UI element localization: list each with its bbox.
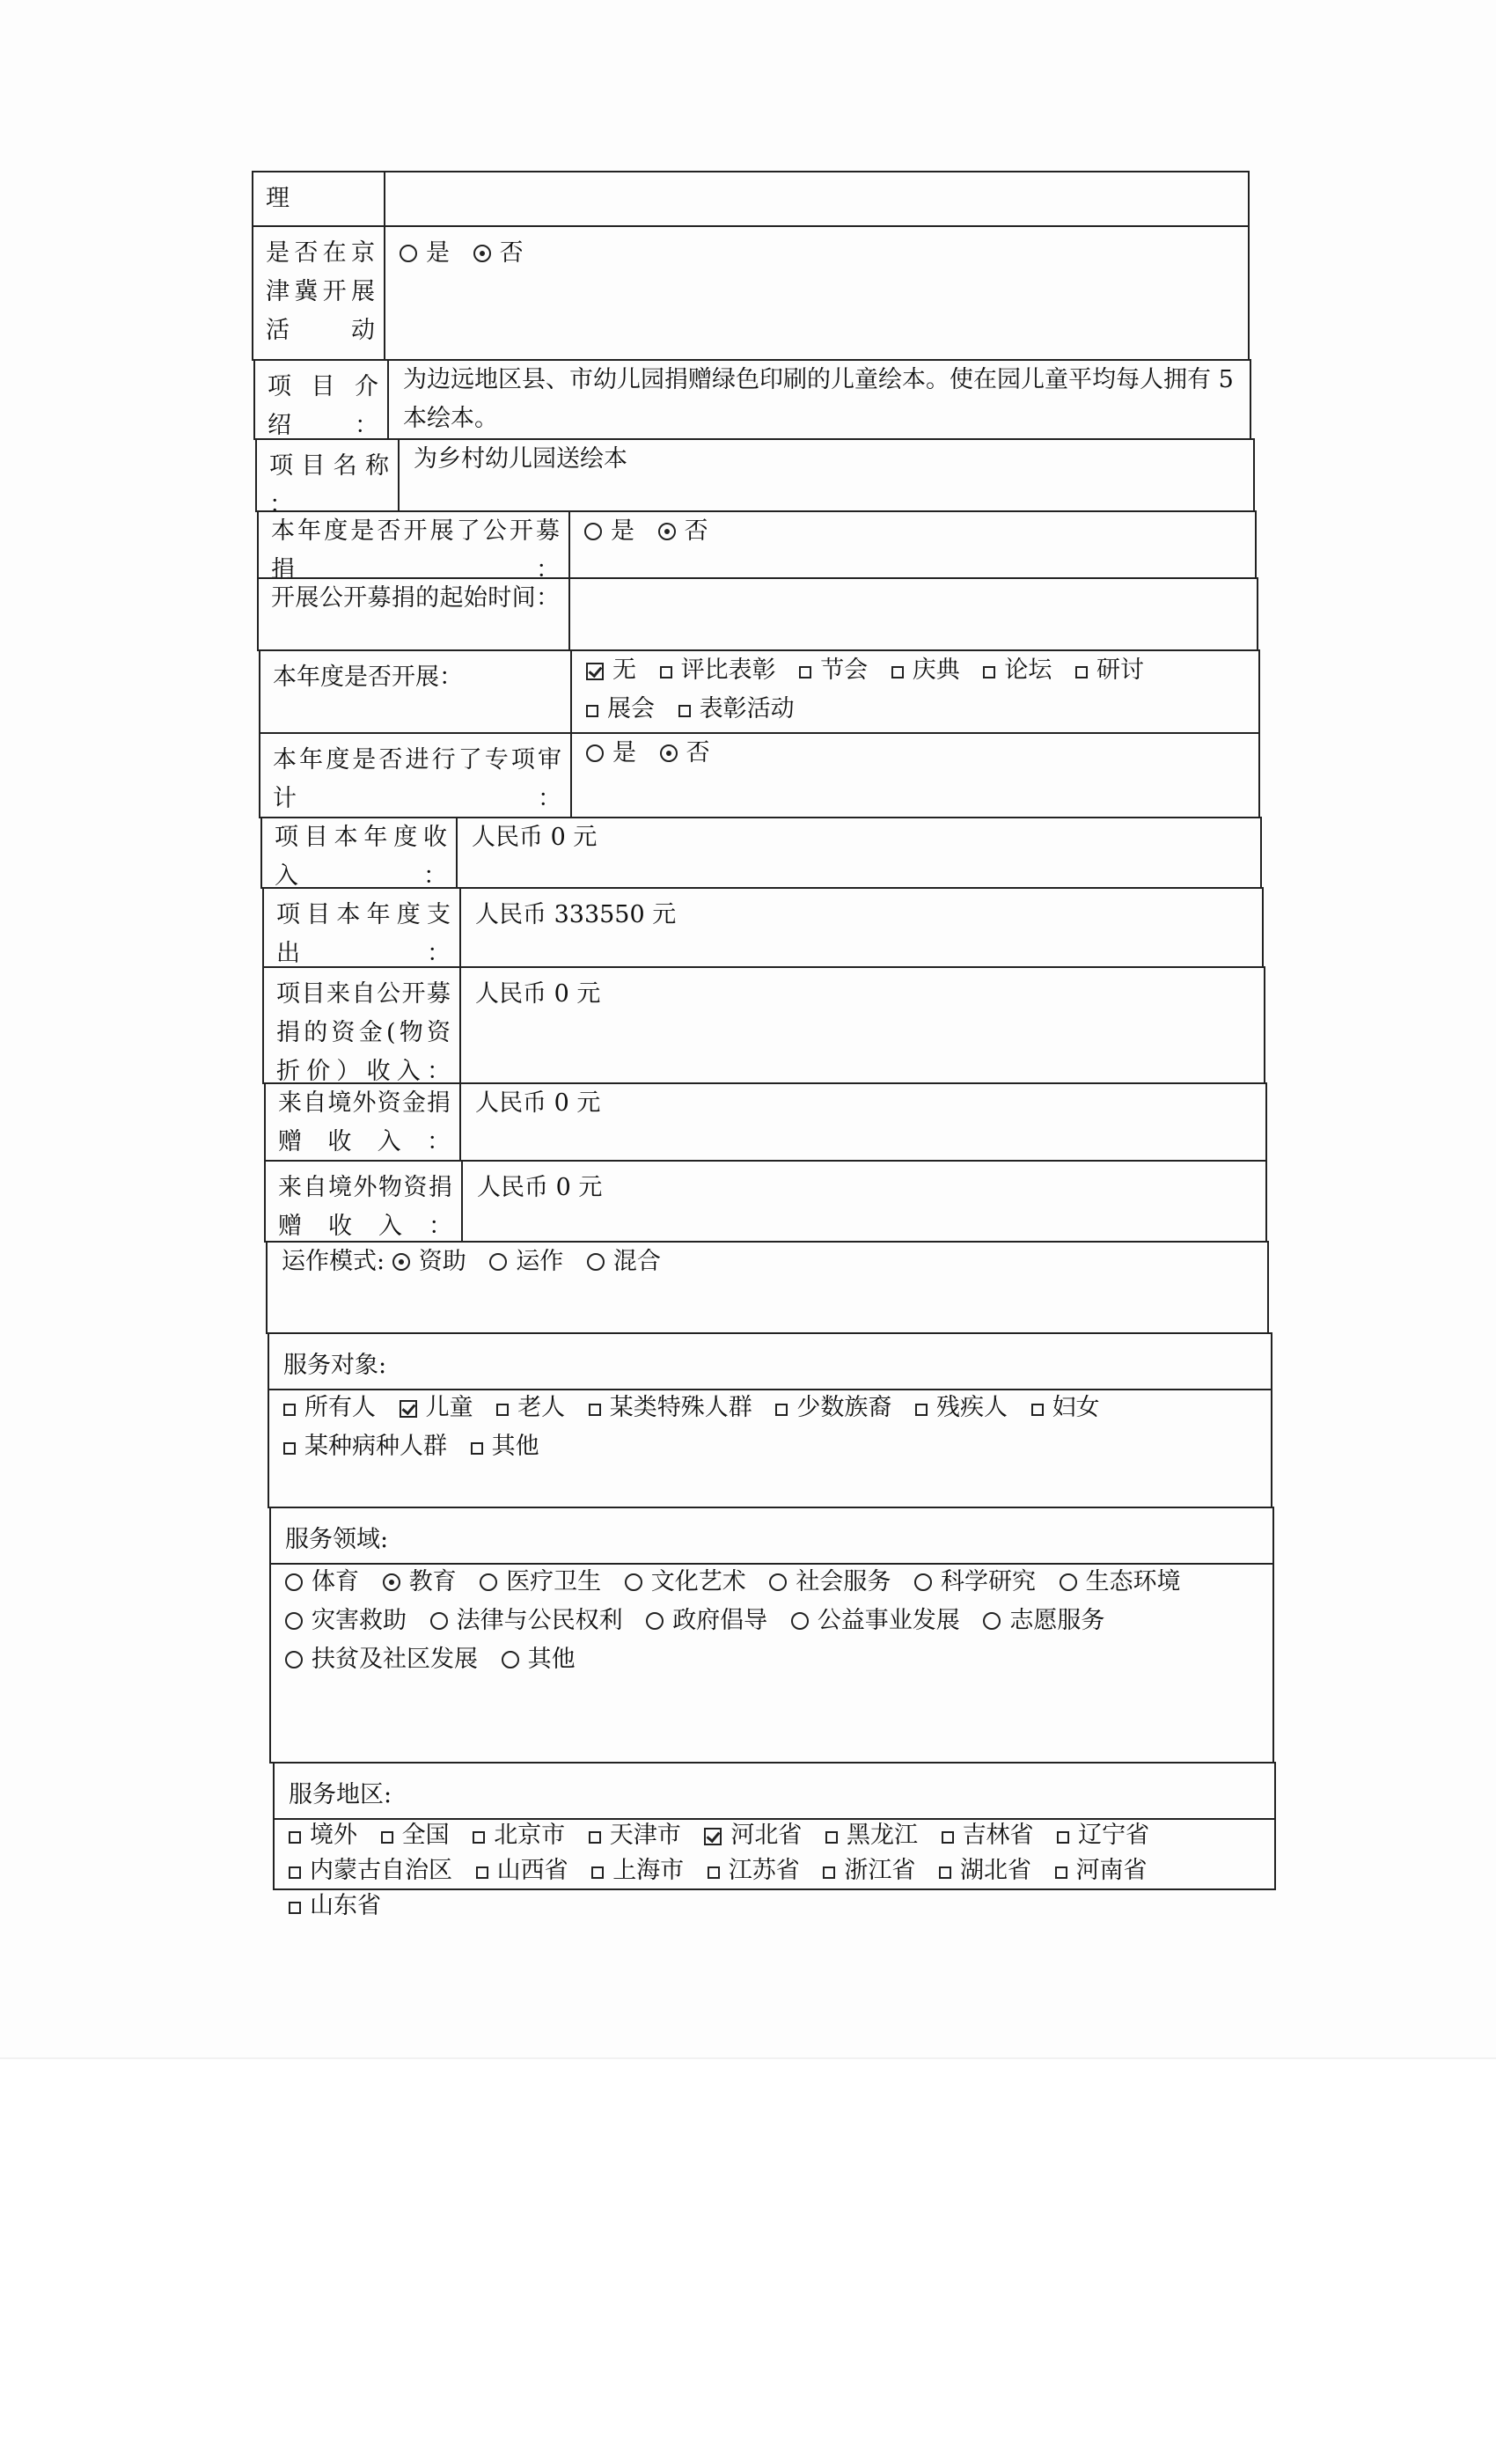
- checkbox-option[interactable]: 其他: [471, 1427, 539, 1466]
- radio-option[interactable]: 资助: [392, 1243, 466, 1281]
- checkbox-icon: [476, 1866, 488, 1879]
- field-label: 服务对象:: [283, 1352, 387, 1379]
- radio-icon: [285, 1612, 303, 1630]
- radio-selected-icon: [392, 1253, 410, 1271]
- checkbox-option[interactable]: 山西省: [476, 1853, 568, 1888]
- row-project-name: [255, 438, 1255, 518]
- checkbox-icon: [939, 1866, 951, 1879]
- checkbox-option[interactable]: 浙江省: [823, 1853, 915, 1888]
- checkbox-icon: [825, 1831, 838, 1844]
- checkbox-group: [572, 651, 1258, 732]
- checkbox-option[interactable]: 庆典: [891, 651, 960, 690]
- radio-icon: [285, 1573, 303, 1591]
- radio-icon: [586, 744, 604, 762]
- radio-icon: [791, 1612, 809, 1630]
- checkbox-option[interactable]: 某种病种人群: [283, 1427, 447, 1466]
- checkbox-option[interactable]: 北京市: [473, 1818, 565, 1853]
- checkbox-option[interactable]: 无: [586, 651, 636, 690]
- radio-option[interactable]: 是: [400, 234, 450, 273]
- checkbox-option[interactable]: 全国: [381, 1818, 450, 1853]
- field-value: 人民币 0 元: [475, 1089, 601, 1117]
- row-service-fields: [269, 1507, 1274, 1764]
- field-label: 项 目 名 称 ：: [257, 440, 400, 510]
- field-value: [385, 172, 1248, 225]
- checkbox-icon: [586, 705, 598, 717]
- radio-option[interactable]: 灾害救助: [285, 1602, 407, 1640]
- divider: [269, 1389, 1271, 1390]
- radio-icon: [625, 1573, 642, 1591]
- checkbox-option[interactable]: 儿童: [400, 1389, 473, 1427]
- row-service-targets: [268, 1332, 1272, 1508]
- checkbox-checked-icon: [586, 663, 604, 680]
- checkbox-option[interactable]: 上海市: [591, 1853, 684, 1888]
- radio-option[interactable]: 其他: [502, 1640, 576, 1679]
- field-label: 本年度是否进行了专项审计：: [260, 734, 572, 817]
- radio-option[interactable]: 体育: [285, 1563, 359, 1602]
- field-label: 开展公开募捐的起始时间：: [259, 579, 570, 649]
- radio-option[interactable]: 志愿服务: [983, 1602, 1104, 1640]
- radio-option[interactable]: 生态环境: [1060, 1563, 1181, 1602]
- checkbox-option[interactable]: 辽宁省: [1057, 1818, 1149, 1853]
- radio-icon: [914, 1573, 932, 1591]
- radio-option[interactable]: 文化艺术: [625, 1563, 746, 1602]
- row-activities: [259, 649, 1260, 734]
- field-value: 人民币 333550 元: [475, 901, 677, 928]
- radio-selected-icon: [473, 245, 491, 262]
- field-label: 服务领域:: [285, 1526, 389, 1553]
- radio-group: [268, 1243, 1267, 1332]
- radio-icon: [502, 1651, 519, 1668]
- radio-option[interactable]: 是: [586, 734, 636, 773]
- radio-option[interactable]: 否: [658, 512, 708, 551]
- radio-icon: [489, 1253, 507, 1271]
- row-foreign-fund: [264, 1082, 1267, 1162]
- field-label: 本年度是否开展了公开募捐：: [259, 512, 570, 577]
- checkbox-option[interactable]: 吉林省: [942, 1818, 1034, 1853]
- row-operation-mode: [266, 1241, 1269, 1334]
- checkbox-option[interactable]: 河北省: [704, 1818, 802, 1853]
- checkbox-icon: [381, 1831, 393, 1844]
- radio-option[interactable]: 混合: [587, 1243, 661, 1281]
- checkbox-option[interactable]: 所有人: [283, 1389, 376, 1427]
- checkbox-group: [269, 1334, 1271, 1507]
- field-value: [570, 579, 1257, 649]
- checkbox-option[interactable]: 节会: [799, 651, 868, 690]
- radio-selected-icon: [383, 1573, 400, 1591]
- radio-icon: [584, 523, 602, 540]
- checkbox-icon: [660, 666, 672, 678]
- row-fundraising-start: [257, 577, 1258, 651]
- checkbox-icon: [942, 1831, 954, 1844]
- checkbox-group: [275, 1764, 1274, 1919]
- radio-selected-icon: [660, 744, 678, 762]
- field-label: 项目本年度支出：: [264, 889, 461, 966]
- field-value: 人民币 0 元: [475, 980, 601, 1008]
- radio-icon: [285, 1651, 303, 1668]
- checkbox-icon: [1055, 1866, 1067, 1879]
- radio-option[interactable]: 政府倡导: [646, 1602, 767, 1640]
- checkbox-icon: [708, 1866, 720, 1879]
- checkbox-option[interactable]: 天津市: [589, 1818, 681, 1853]
- checkbox-icon: [823, 1866, 835, 1879]
- checkbox-icon: [589, 1404, 601, 1416]
- row-public-fundraising: [257, 510, 1257, 583]
- radio-group: [570, 512, 1255, 577]
- checkbox-icon: [915, 1404, 928, 1416]
- radio-option[interactable]: 医疗卫生: [480, 1563, 601, 1602]
- checkbox-option[interactable]: 妇女: [1031, 1389, 1100, 1427]
- radio-option[interactable]: 扶贫及社区发展: [285, 1640, 478, 1679]
- field-label: 本年度是否开展：: [260, 651, 572, 732]
- field-label: 服务地区:: [289, 1781, 392, 1808]
- radio-icon: [430, 1612, 448, 1630]
- row-jingjinji: [252, 225, 1250, 361]
- checkbox-icon: [289, 1866, 301, 1879]
- checkbox-icon: [471, 1442, 483, 1455]
- radio-icon: [1060, 1573, 1077, 1591]
- checkbox-checked-icon: [704, 1828, 722, 1845]
- checkbox-icon: [891, 666, 904, 678]
- radio-option[interactable]: 科学研究: [914, 1563, 1036, 1602]
- radio-icon: [983, 1612, 1001, 1630]
- checkbox-checked-icon: [400, 1400, 417, 1418]
- radio-option[interactable]: 社会服务: [769, 1563, 891, 1602]
- checkbox-icon: [775, 1404, 788, 1416]
- radio-icon: [646, 1612, 664, 1630]
- checkbox-icon: [1075, 666, 1088, 678]
- checkbox-option[interactable]: 残疾人: [915, 1389, 1008, 1427]
- checkbox-option[interactable]: 评比表彰: [660, 651, 776, 690]
- field-label: 运作模式:: [282, 1248, 385, 1275]
- row-expenditure: [262, 887, 1264, 968]
- checkbox-option[interactable]: 黑龙江: [825, 1818, 918, 1853]
- radio-group: [385, 227, 1248, 359]
- row-foreign-goods: [264, 1160, 1267, 1243]
- options-area: [289, 1818, 1260, 1924]
- divider: [275, 1818, 1274, 1820]
- blank-margin: [0, 2059, 1496, 2464]
- field-value: 为乡村幼儿园送绘本: [414, 445, 627, 473]
- radio-option[interactable]: 否: [473, 234, 524, 273]
- radio-option[interactable]: 是: [584, 512, 634, 551]
- divider: [271, 1563, 1272, 1565]
- radio-option[interactable]: 法律与公民权利: [430, 1602, 623, 1640]
- radio-option[interactable]: 运作: [489, 1243, 563, 1281]
- radio-option[interactable]: 公益事业发展: [791, 1602, 960, 1640]
- radio-option[interactable]: 否: [660, 734, 710, 773]
- checkbox-icon: [496, 1404, 509, 1416]
- field-label: 理: [253, 172, 385, 225]
- field-value: 为边远地区县、市幼儿园捐赠绿色印刷的儿童绘本。使在园儿童平均每人拥有 5 本绘本。: [403, 366, 1234, 432]
- options-area: [283, 1389, 1257, 1466]
- row-project-intro: [253, 359, 1251, 440]
- row-income: [260, 817, 1262, 889]
- checkbox-icon: [678, 705, 691, 717]
- radio-icon: [400, 245, 417, 262]
- checkbox-option[interactable]: 研讨: [1075, 651, 1144, 690]
- options-area: [285, 1563, 1258, 1679]
- row-service-regions: [273, 1762, 1276, 1919]
- radio-icon: [587, 1253, 605, 1271]
- checkbox-icon: [589, 1831, 601, 1844]
- field-label: 是否在京津冀开展活动: [253, 227, 385, 359]
- radio-option[interactable]: 教育: [383, 1563, 457, 1602]
- radio-icon: [480, 1573, 497, 1591]
- checkbox-icon: [283, 1404, 296, 1416]
- field-label: 来自境外资金捐赠收入：: [266, 1084, 461, 1160]
- checkbox-icon: [591, 1866, 604, 1879]
- field-label: 项目来自公开募捐的资金(物资折价）收入：: [264, 968, 461, 1082]
- checkbox-icon: [983, 666, 995, 678]
- checkbox-option[interactable]: 论坛: [983, 651, 1052, 690]
- checkbox-icon: [283, 1442, 296, 1455]
- field-value: 人民币 0 元: [477, 1174, 603, 1201]
- radio-selected-icon: [658, 523, 676, 540]
- checkbox-option[interactable]: 老人: [496, 1389, 565, 1427]
- checkbox-option[interactable]: 少数族裔: [775, 1389, 891, 1427]
- checkbox-option[interactable]: 表彰活动: [678, 690, 795, 729]
- field-value: 人民币 0 元: [472, 824, 598, 851]
- checkbox-option[interactable]: 某类特殊人群: [589, 1389, 752, 1427]
- field-label: 来自境外物资捐赠收入：: [266, 1162, 463, 1241]
- checkbox-option[interactable]: 展会: [586, 690, 655, 729]
- checkbox-option[interactable]: 内蒙古自治区: [289, 1853, 452, 1888]
- radio-group: [271, 1508, 1272, 1762]
- row-special-audit: [259, 732, 1260, 818]
- checkbox-icon: [1057, 1831, 1069, 1844]
- checkbox-option[interactable]: 河南省: [1055, 1853, 1148, 1888]
- checkbox-icon: [473, 1831, 485, 1844]
- checkbox-icon: [1031, 1404, 1044, 1416]
- checkbox-option[interactable]: 湖北省: [939, 1853, 1031, 1888]
- checkbox-option[interactable]: 山东省: [289, 1888, 381, 1924]
- checkbox-option[interactable]: 江苏省: [708, 1853, 800, 1888]
- checkbox-icon: [289, 1831, 301, 1844]
- checkbox-option[interactable]: 境外: [289, 1818, 357, 1853]
- radio-icon: [769, 1573, 787, 1591]
- checkbox-icon: [799, 666, 811, 678]
- radio-group: [572, 734, 1258, 817]
- row-public-fund-income: [262, 966, 1265, 1084]
- checkbox-icon: [289, 1902, 301, 1914]
- field-label: 项 目 介 绍：: [255, 361, 389, 438]
- row-continuation: [252, 171, 1250, 227]
- field-label: 项目本年度收入：: [262, 818, 458, 887]
